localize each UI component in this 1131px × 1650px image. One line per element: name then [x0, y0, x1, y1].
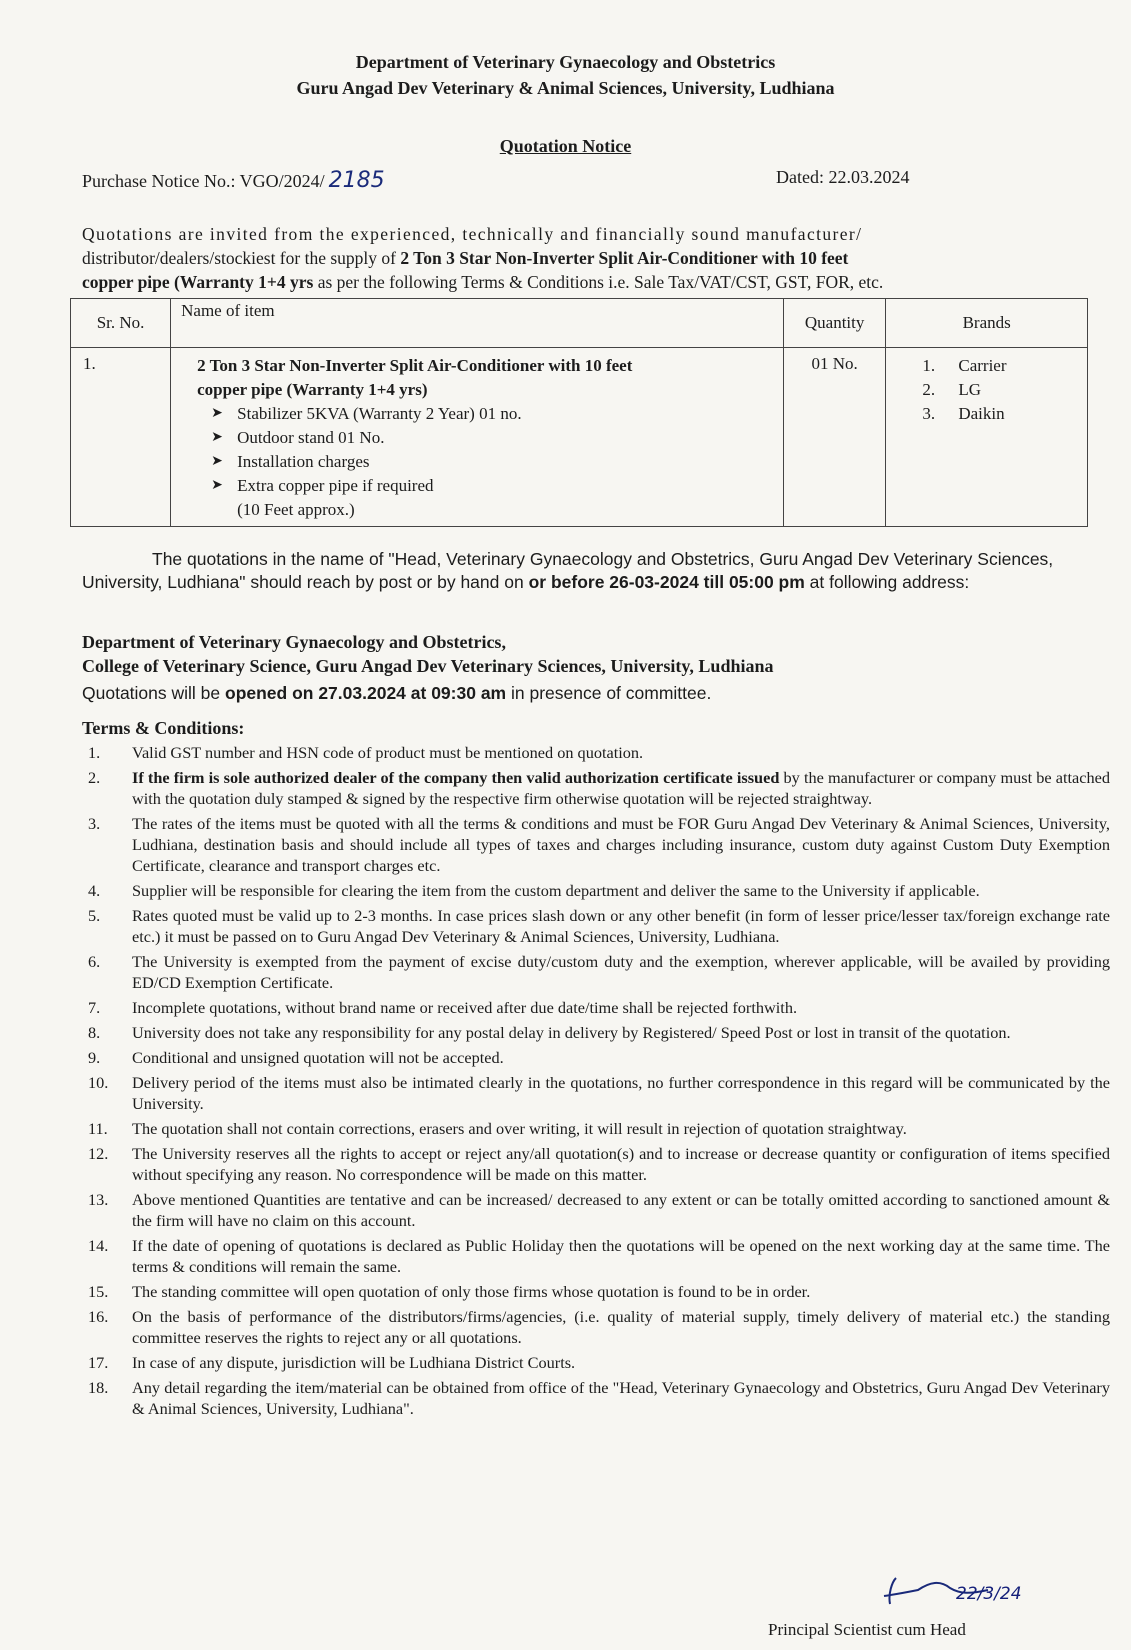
term-number: 18. [88, 1378, 109, 1397]
term-item [80, 1377, 1110, 1419]
notice-title: Quotation Notice [499, 136, 632, 156]
term-text: Delivery period of the items must also be intimated clearly in the quotations, no further correspondence in this regard will be communicated by the University. [132, 1073, 1110, 1113]
brand-name: LG [958, 380, 982, 399]
term-text: Incomplete quotations, without brand name or received after due date/time shall be rejected forthwith. [132, 998, 798, 1017]
term-item [80, 997, 1110, 1018]
sub-item-list [197, 402, 773, 522]
term-text: University does not take any responsibility for any postal delay in delivery by Registered/ Speed Post or lost in transit of the quotation. [132, 1023, 1011, 1042]
list-item [922, 402, 1073, 426]
arrow-bullet-icon: ➤ [211, 478, 223, 493]
term-number: 9. [88, 1048, 101, 1067]
item-title: 2 Ton 3 Star Non-Inverter Split Air-Conditioner with 10 feet [197, 356, 633, 375]
submission-paragraph [82, 548, 1072, 594]
sub-item-label: Outdoor stand 01 No. [237, 428, 385, 447]
term-text: by the manufacturer or company must be attached with the quotation duly stamped & signed by the respective firm otherwise quotation will be rejected straightway. [132, 768, 1110, 808]
opening-text: Quotations will be [82, 683, 225, 703]
submission-deadline: or before 26-03-2024 till 05:00 pm [528, 572, 805, 592]
terms-list [80, 742, 1110, 1423]
term-text: The quotation shall not contain corrections, erasers and over writing, it will result in rejection of quotation straightway. [132, 1119, 907, 1138]
sub-item-label: Installation charges [237, 452, 370, 471]
term-item [80, 1022, 1110, 1043]
term-number: 11. [88, 1119, 108, 1138]
handwritten-notice-number: 2185 [328, 168, 385, 193]
brand-number: 1. [922, 356, 936, 375]
term-text: If the date of opening of quotations is declared as Public Holiday then the quotations will be opened on the next working day at the same time. The terms & conditions will remain the same. [132, 1236, 1110, 1276]
purchase-notice-number [82, 168, 385, 193]
brand-name: Daikin [958, 404, 1005, 423]
submission-text-end: at following address: [804, 572, 970, 592]
term-number: 6. [88, 952, 101, 971]
list-item [211, 474, 773, 522]
brand-name: Carrier [958, 356, 1007, 375]
table-header-row [71, 299, 1088, 348]
row-sr-no: 1. [71, 348, 171, 527]
term-item [80, 1143, 1110, 1185]
term-bold-text: If the firm is sole authorized dealer of the company then valid authorization certificate issued [132, 768, 780, 787]
brand-list [922, 354, 1073, 426]
header-sr-no: Sr. No. [71, 299, 171, 348]
university-heading: Guru Angad Dev Veterinary & Animal Sciences, University, Ludhiana [296, 78, 835, 98]
term-number: 13. [88, 1190, 109, 1209]
sub-item-note: (10 Feet approx.) [237, 500, 355, 519]
term-item [80, 1306, 1110, 1348]
arrow-bullet-icon: ➤ [211, 454, 223, 469]
address-line-2: College of Veterinary Science, Guru Angad Dev Veterinary Sciences, University, Ludhiana [82, 656, 774, 676]
term-text: The University is exempted from the payment of excise duty/custom duty and the exemption, wherever applicable, will be availed by providing ED/CD Exemption Certificate. [132, 952, 1110, 992]
intro-item-bold: 2 Ton 3 Star Non-Inverter Split Air-Conditioner with 10 feet [400, 248, 849, 268]
intro-line-2 [82, 246, 1077, 270]
intro-paragraph [82, 222, 1077, 294]
term-number: 17. [88, 1353, 109, 1372]
sub-item-label: Stabilizer 5KVA (Warranty 2 Year) 01 no. [237, 404, 522, 423]
signatory-title: Principal Scientist cum Head [768, 1620, 966, 1639]
brand-number: 2. [922, 380, 936, 399]
list-item [922, 378, 1073, 402]
term-item [80, 1235, 1110, 1277]
list-item [211, 450, 773, 474]
item-warranty: copper pipe (Warranty 1+4 yrs) [197, 380, 428, 399]
signature-date: 22/3/24 [956, 1584, 1022, 1604]
opening-text-end: in presence of committee. [506, 683, 712, 703]
term-item [80, 1118, 1110, 1139]
term-number: 14. [88, 1236, 109, 1255]
term-number: 8. [88, 1023, 101, 1042]
term-item [80, 1072, 1110, 1114]
term-text: In case of any dispute, jurisdiction will be Ludhiana District Courts. [132, 1353, 576, 1372]
arrow-bullet-icon: ➤ [211, 430, 223, 445]
term-text: Rates quoted must be valid up to 2-3 months. In case prices slash down or any other benefit (in form of lesser price/lesser tax/foreign exchange rate etc.) it must be passed on to Guru Angad Dev Veterinary & Animal Sciences, University, Ludhiana. [132, 906, 1110, 946]
row-brands [886, 348, 1088, 527]
list-item [211, 402, 773, 426]
intro-terms-text: as per the following Terms & Conditions i.e. Sale Tax/VAT/CST, GST, FOR, etc. [313, 272, 884, 292]
term-item [80, 1047, 1110, 1068]
table-row [71, 348, 1088, 527]
term-number: 5. [88, 906, 101, 925]
sub-item-label: Extra copper pipe if required [237, 476, 434, 495]
term-text: On the basis of performance of the distributors/firms/agencies, (i.e. quality of material supply, timely delivery of material etc.) the standing committee reserves the rights to reject any or all quotations. [132, 1307, 1110, 1347]
term-text: The University reserves all the rights to accept or reject any/all quotation(s) and to increase or decrease quantity or configuration of items specified without specifying any reason. No correspondence will be made on this matter. [132, 1144, 1110, 1184]
arrow-bullet-icon: ➤ [211, 406, 223, 421]
term-text: The standing committee will open quotation of only those firms whose quotation is found to be in order. [132, 1282, 811, 1301]
intro-line-1: Quotations are invited from the experienced, technically and financially sound manufacturer/ [82, 224, 863, 244]
term-item [80, 905, 1110, 947]
term-item [80, 951, 1110, 993]
brand-number: 3. [922, 404, 936, 423]
notice-date: Dated: 22.03.2024 [776, 167, 910, 187]
term-number: 16. [88, 1307, 109, 1326]
term-item [80, 880, 1110, 901]
list-item [211, 426, 773, 450]
header-quantity: Quantity [783, 299, 885, 348]
term-number: 12. [88, 1144, 109, 1163]
term-number: 4. [88, 881, 101, 900]
row-quantity: 01 No. [783, 348, 885, 527]
term-number: 1. [88, 743, 101, 762]
term-number: 10. [88, 1073, 109, 1092]
terms-heading: Terms & Conditions: [82, 718, 245, 738]
opening-notice [82, 683, 711, 704]
address-line-1: Department of Veterinary Gynaecology and Obstetrics, [82, 632, 506, 652]
term-text: Above mentioned Quantities are tentative and can be increased/ decreased to any extent or can be totally omitted according to sanctioned amount & the firm will have no claim on this account. [132, 1190, 1110, 1230]
term-item [80, 767, 1110, 809]
submission-text: The quotations in the name of "Head, Veterinary Gynaecology and Obstetrics, Guru Angad Dev Veterinary Sciences, University, Ludhiana" should reach by post or by hand on [82, 549, 1054, 592]
term-number: 15. [88, 1282, 109, 1301]
term-item [80, 742, 1110, 763]
term-item [80, 1189, 1110, 1231]
term-text: Any detail regarding the item/material can be obtained from office of the "Head, Veterinary Gynaecology and Obstetrics, Guru Angad Dev Veterinary & Animal Sciences, University, Ludhiana". [132, 1378, 1110, 1418]
department-heading: Department of Veterinary Gynaecology and Obstetrics [355, 52, 776, 72]
intro-text: distributor/dealers/stockiest for the supply of [82, 248, 401, 268]
term-number: 7. [88, 998, 101, 1017]
header-name-of-item: Name of item [171, 299, 784, 348]
header-brands: Brands [886, 299, 1088, 348]
row-item-name [171, 348, 784, 527]
term-item [80, 1352, 1110, 1373]
term-text: Conditional and unsigned quotation will not be accepted. [132, 1048, 504, 1067]
term-text: Valid GST number and HSN code of product must be mentioned on quotation. [132, 743, 644, 762]
term-item [80, 1281, 1110, 1302]
items-table [70, 298, 1088, 527]
intro-warranty-bold: copper pipe (Warranty 1+4 yrs [82, 272, 314, 292]
opening-date: opened on 27.03.2024 at 09:30 am [225, 683, 507, 703]
list-item [922, 354, 1073, 378]
term-text: Supplier will be responsible for clearing the item from the custom department and deliver the same to the University if applicable. [132, 881, 980, 900]
purchase-notice-label: Purchase Notice No.: VGO/2024/ [82, 171, 325, 191]
term-text: The rates of the items must be quoted with all the terms & conditions and must be FOR Guru Angad Dev Veterinary & Animal Sciences, University, Ludhiana, destination basis and should include all types of taxes and charges including insurance, custom duty against Custom Duty Exemption Certificate, clearance and transport charges etc. [132, 814, 1110, 875]
term-number: 2. [88, 768, 101, 787]
term-item [80, 813, 1110, 876]
term-number: 3. [88, 814, 101, 833]
intro-line-3 [82, 270, 1077, 294]
